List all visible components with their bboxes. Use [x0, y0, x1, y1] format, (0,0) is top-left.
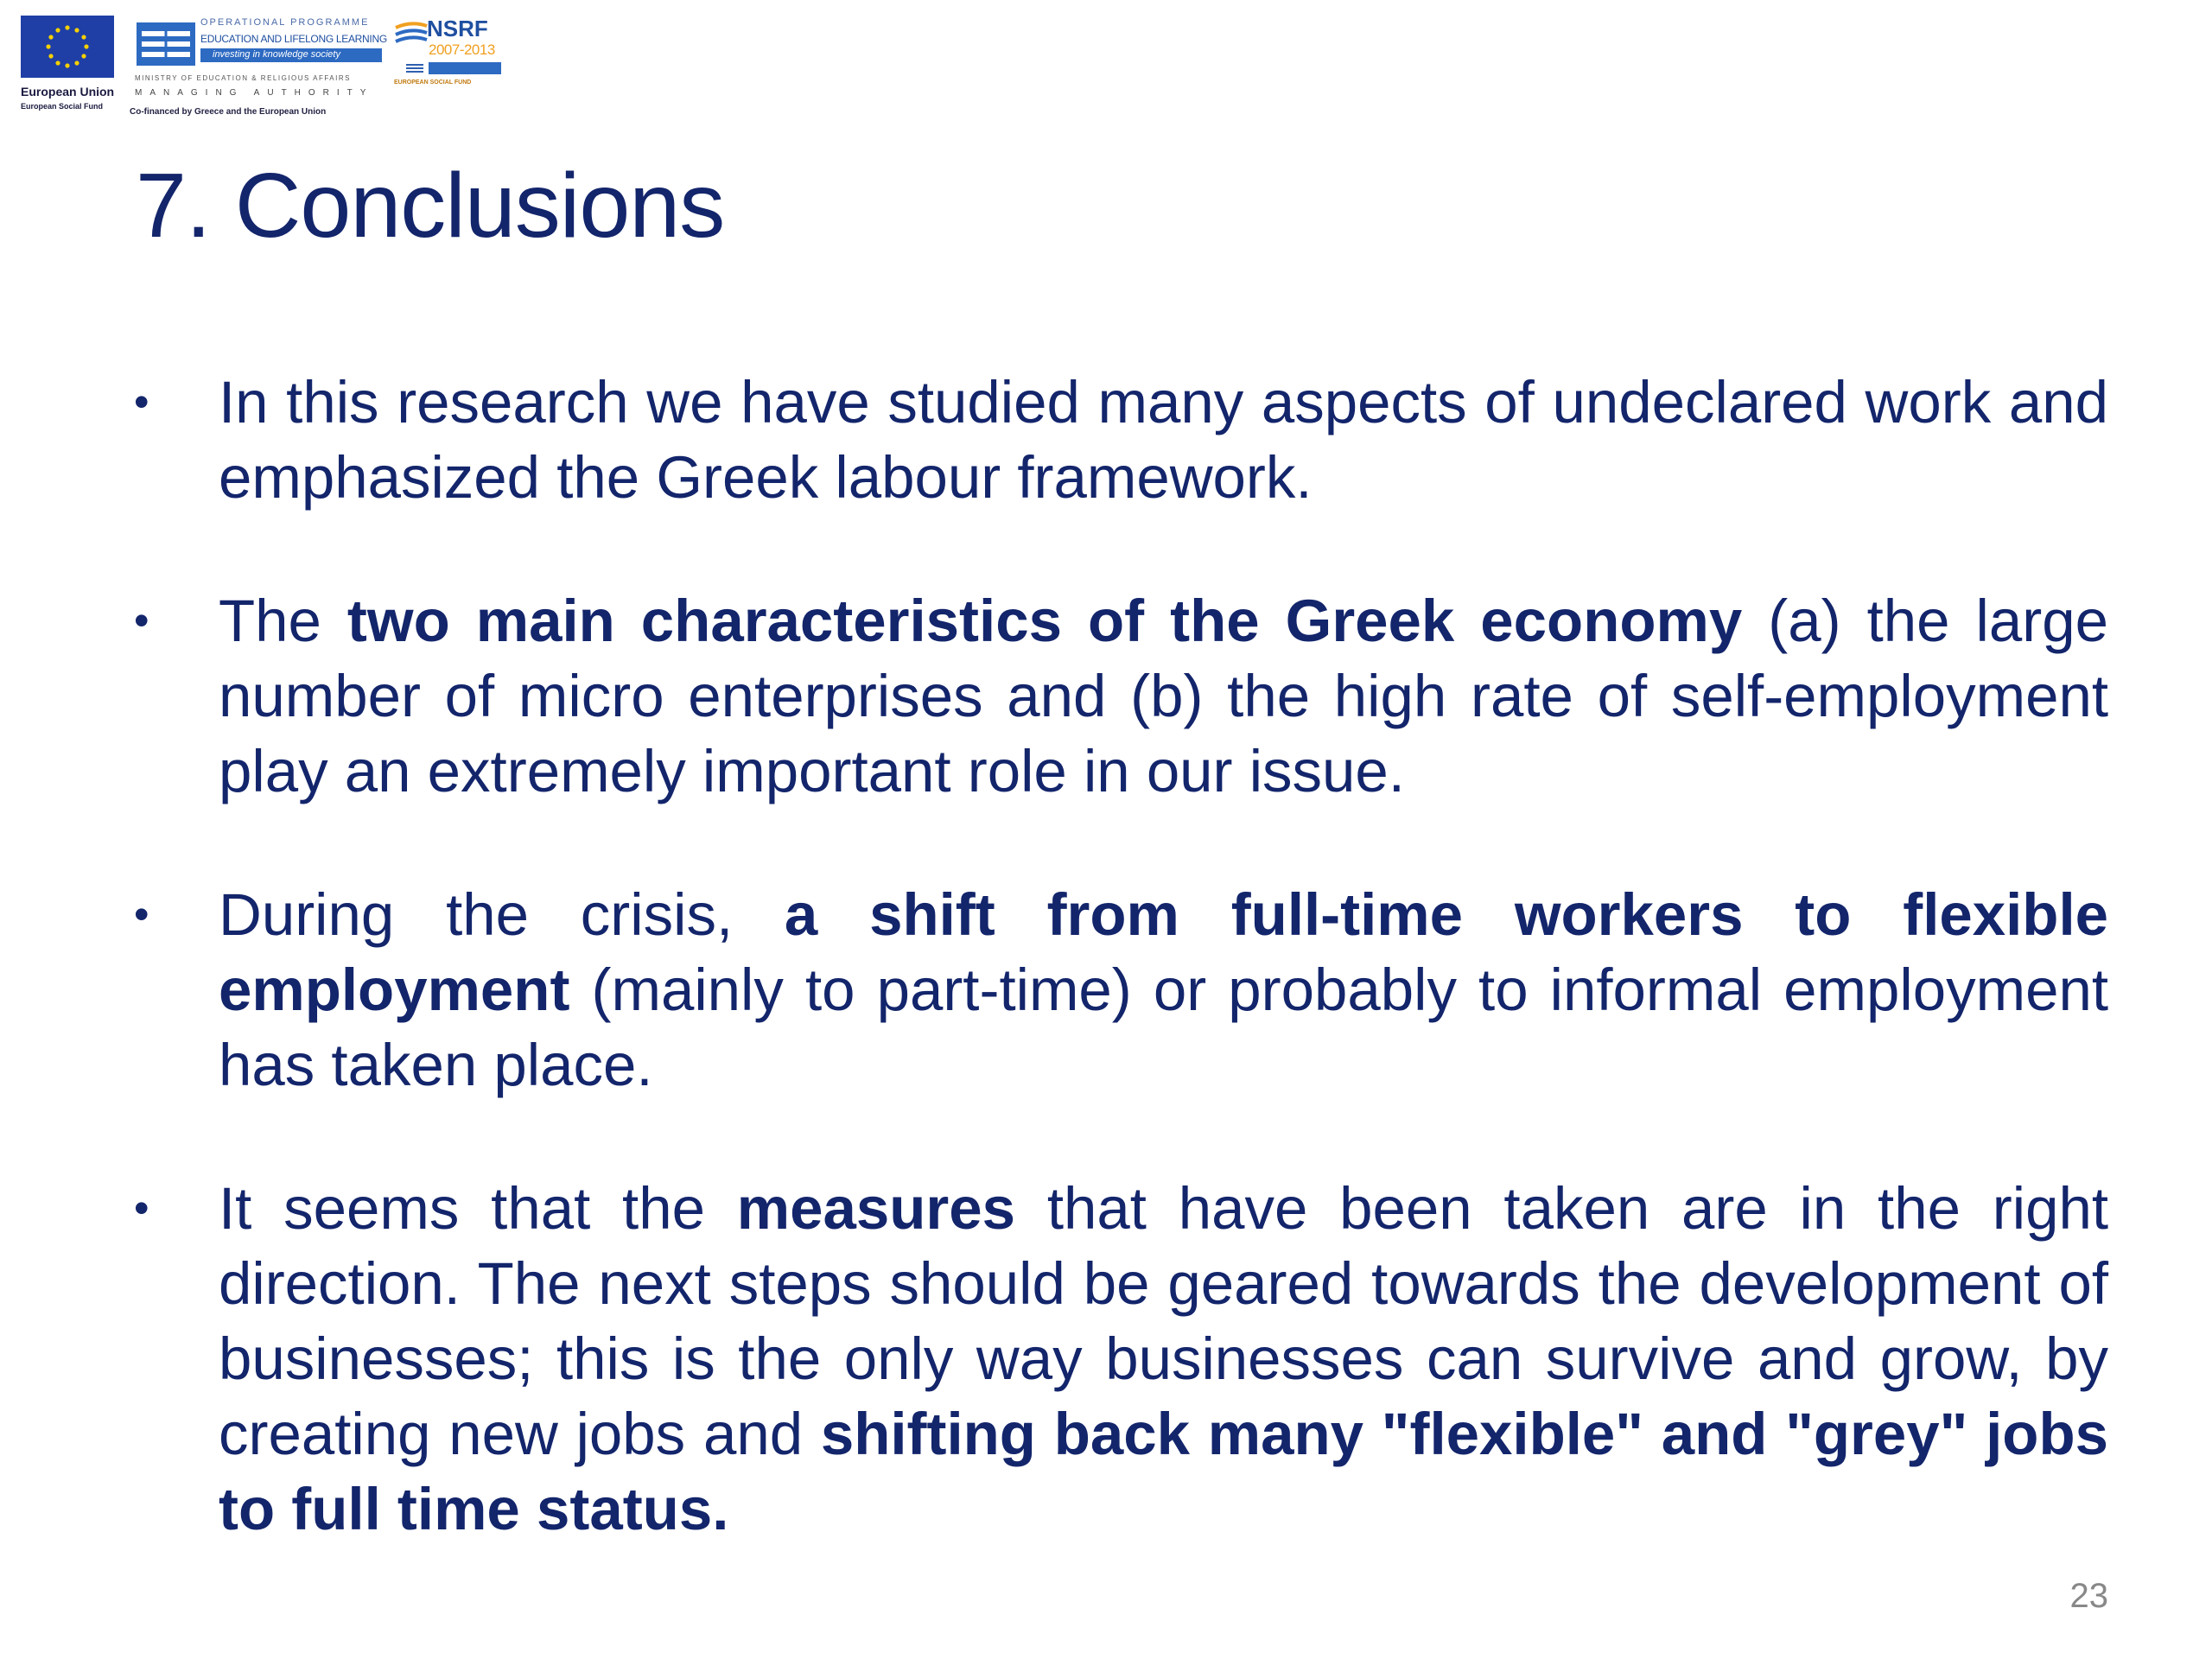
bullet-text: During the crisis, — [219, 881, 785, 948]
op-ministry-label: MINISTRY OF EDUCATION & RELIGIOUS AFFAIRS — [135, 74, 351, 82]
nsrf-bar — [429, 62, 501, 74]
eu-flag-icon — [21, 16, 114, 78]
bullet-research-scope — [130, 365, 2108, 515]
bullet-crisis-shift — [130, 877, 2108, 1103]
op-cofinanced-label: Co-financed by Greece and the European Union — [130, 107, 327, 117]
bullet-text: that have been taken are in the right direction. The next steps should be geared towards the development of businesses; this is the only way businesses can survive and grow, by creating new jobs and — [219, 1175, 2108, 1467]
bullet-economy-characteristics — [130, 583, 2108, 809]
nsrf-fund-label: EUROPEAN SOCIAL FUND — [394, 79, 472, 86]
bullet-emphasis: shifting back many "flexible" and "grey" jobs to full time status. — [219, 1401, 2108, 1542]
bullet-icon: • — [134, 378, 149, 426]
bullet-text: It seems that the — [219, 1175, 737, 1242]
sponsor-logos — [14, 9, 511, 121]
op-education-label: EDUCATION AND LIFELONG LEARNING — [200, 33, 387, 45]
bullet-text: (a) the large number of micro enterprises and (b) the high rate of self-employment play an extremely important role in our issue. — [219, 588, 2108, 804]
nsrf-logo — [394, 12, 506, 116]
bullet-text: (mainly to part-time) or probably to informal employment has taken place. — [219, 957, 2108, 1098]
eu-logo — [21, 16, 120, 115]
op-tagline: investing in knowledge society — [213, 49, 340, 60]
nsrf-swoosh-icon — [394, 21, 429, 47]
eu-label: European Union — [21, 85, 115, 99]
eu-fund-label: European Social Fund — [21, 102, 104, 111]
bullet-text: The — [219, 588, 347, 654]
bullet-icon: • — [134, 596, 149, 645]
page-number: 23 — [2069, 1577, 2108, 1615]
book-icon — [135, 19, 197, 69]
bullet-measures — [130, 1171, 2108, 1547]
bullet-text: In this research we have studied many aspects of undeclared work and emphasized the Greek labour framework. — [219, 369, 2108, 511]
bullet-emphasis: two main characteristics of the Greek economy — [346, 588, 1743, 654]
bullet-icon: • — [134, 1184, 149, 1232]
bullet-emphasis: measures — [736, 1175, 1016, 1242]
op-authority-label: MANAGING AUTHORITY — [135, 88, 374, 98]
bullet-emphasis: a shift from full-time workers to flexible employment — [219, 881, 2108, 1023]
slide-title: 7. Conclusions — [136, 155, 725, 257]
op-programme-label: OPERATIONAL PROGRAMME — [200, 17, 370, 28]
greek-flag-icon — [406, 64, 423, 74]
nsrf-years: 2007-2013 — [429, 41, 495, 58]
bullet-icon: • — [134, 890, 149, 938]
nsrf-title: NSRF — [427, 16, 488, 41]
operational-programme-logo — [130, 16, 394, 119]
conclusions-list — [130, 365, 2108, 1615]
